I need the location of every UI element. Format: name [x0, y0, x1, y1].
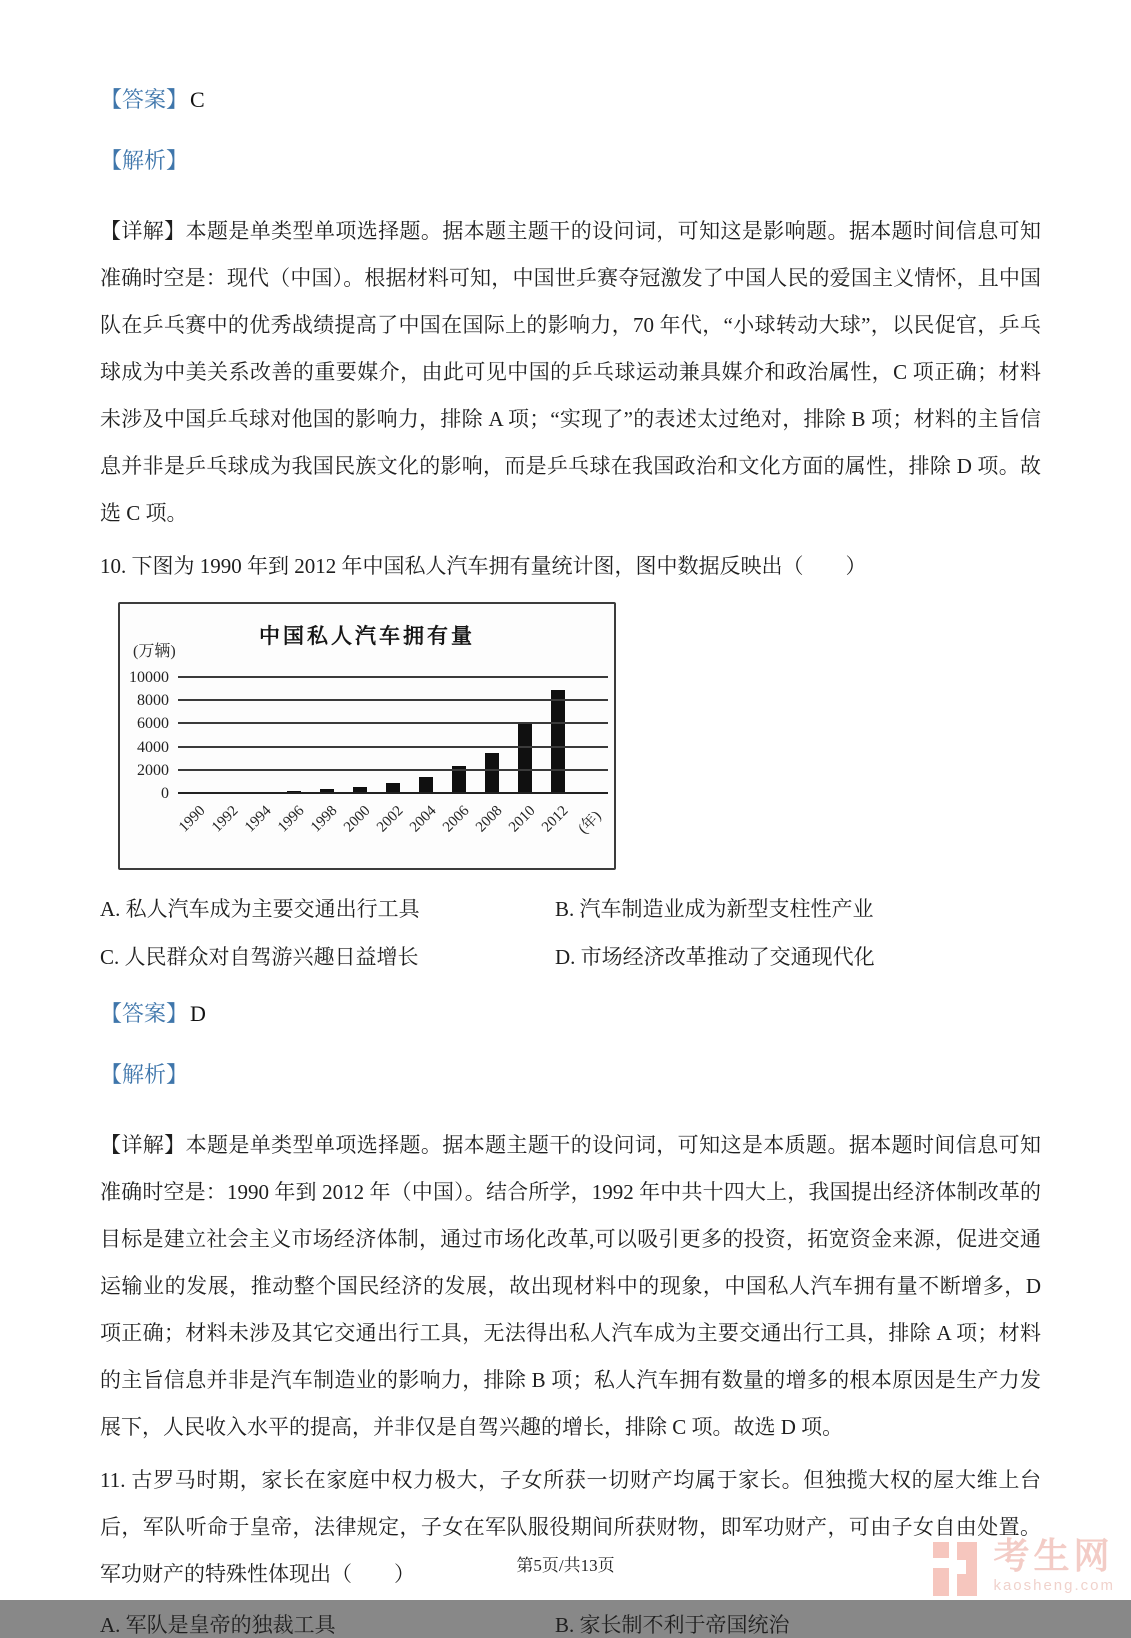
q11-options [100, 1612, 1041, 1638]
bar-slot [178, 678, 211, 794]
bar-slot [542, 678, 575, 794]
y-tick-label: 6000 [137, 715, 169, 733]
q10-analysis-line [100, 1061, 1041, 1089]
q10-explanation-paragraph: 【详解】本题是单类型单项选择题。据本题主题干的设问词，可知这是本质题。据本题时间信息可知准确时空是：1990 年到 2012 年（中国）。结合所学，1992 年中共十四大上，我国提出经济体制改革的目标是建立社会主义市场经济体制，通过市场化改革,可以吸引更多的投资，拓宽资金来源，促进交通运输业的发展，推动整个国民经济的发展，故出现材料中的现象，中国私人汽车拥有量不断增多，D 项正确；材料未涉及其它交通出行工具，无法得出私人汽车成为主要交通出行工具，排除 A 项；材料的主旨信息并非是汽车制造业的影响力，排除 B 项；私人汽车拥有数量的增多的根本原因是生产力发展下，人民收入水平的提高，并非仅是自驾兴趣的增长，排除 C 项。故选 D 项。 [100, 1133, 1041, 1439]
bar-2008 [485, 753, 499, 794]
x-slot [241, 797, 277, 851]
x-tick-label: 2008 [473, 802, 506, 836]
q10-option-d: D. 市场经济改革推动了交通现代化 [555, 945, 875, 969]
x-slot [575, 797, 608, 851]
q11-option-a: A. 军队是皇帝的独裁工具 [100, 1613, 336, 1637]
kaosheng-logo-icon [933, 1538, 983, 1600]
bar-slot [476, 678, 509, 794]
bar-slot [410, 678, 443, 794]
bar-slot [211, 678, 244, 794]
y-tick-label: 2000 [137, 761, 169, 779]
q9-answer-line [100, 86, 1041, 114]
question-10-stem: 10. 下图为 1990 年到 2012 年中国私人汽车拥有量统计图，图中数据反映出（ ） [100, 554, 867, 578]
y-tick-label: 8000 [137, 692, 169, 710]
bar-2012 [551, 690, 565, 794]
x-tick-label: 1990 [175, 802, 209, 836]
bar-slot [443, 678, 476, 794]
analysis-label: 【解析】 [100, 1062, 189, 1087]
bar-slot [575, 678, 608, 794]
y-tick-label: 4000 [137, 738, 169, 756]
answer-label: 【答案】 [100, 87, 189, 112]
x-tick-label: 1992 [208, 802, 242, 836]
chart-plot [129, 669, 608, 838]
x-tick-label: (年) [576, 808, 606, 838]
x-slot [175, 797, 211, 851]
q10-options [100, 896, 1041, 970]
x-slot [307, 797, 343, 851]
chart-x-labels [175, 797, 608, 851]
x-slot [506, 797, 542, 851]
gridline [178, 676, 608, 678]
x-tick-label: 2006 [440, 802, 473, 836]
x-tick-label: 2000 [340, 802, 374, 836]
chart-y-unit-label: (万辆) [133, 643, 176, 660]
bar-slot [310, 678, 343, 794]
bar-slot [509, 678, 542, 794]
analysis-label: 【解析】 [100, 148, 189, 173]
chart-bars [178, 678, 608, 794]
y-tick-label: 10000 [129, 669, 169, 686]
q10-option-a: A. 私人汽车成为主要交通出行工具 [100, 897, 420, 921]
answer-label: 【答案】 [100, 1001, 189, 1026]
x-slot [473, 797, 509, 851]
bar-slot [244, 678, 277, 794]
q10-option-c: C. 人民群众对自驾游兴趣日益增长 [100, 945, 419, 969]
x-slot [407, 797, 443, 851]
gridline [178, 746, 608, 748]
x-tick-label: 2002 [373, 802, 407, 836]
watermark-domain: kaosheng.com [993, 1577, 1115, 1594]
x-tick-label: 2010 [506, 802, 539, 836]
bar-slot [376, 678, 409, 794]
page-number-footer: 第5页/共13页 [516, 1556, 615, 1575]
x-tick-label: 1998 [307, 802, 341, 836]
watermark-text [993, 1538, 1115, 1593]
chart-title: 中国私人汽车拥有量 [259, 624, 475, 648]
bar-2010 [518, 723, 532, 794]
gridline [178, 769, 608, 771]
q10-answer-line [100, 1000, 1041, 1028]
y-tick-label: 0 [161, 785, 169, 802]
x-slot [539, 797, 575, 851]
gridline [178, 722, 608, 724]
x-slot [208, 797, 244, 851]
x-tick-label: 1996 [274, 802, 308, 836]
gridline [178, 699, 608, 701]
question-11-stem: 11. 古罗马时期，家长在家庭中权力极大，子女所获一切财产均属于家长。但独揽大权的屋大维上台后，军队听命于皇帝，法律规定，子女在军队服役期间所获财物，即军功财产，可由子女自由处置。军功财产的特殊性体现出（ ） [100, 1468, 1041, 1586]
q11-option-b: B. 家长制不利于帝国统治 [555, 1613, 790, 1637]
watermark-brand: 考生网 [993, 1536, 1114, 1576]
x-slot [340, 797, 376, 851]
x-tick-label: 1994 [241, 802, 275, 836]
q10-answer-value: D [190, 1001, 206, 1026]
q9-explanation-paragraph: 【详解】本题是单类型单项选择题。据本题主题干的设问词，可知这是影响题。据本题时间信息可知准确时空是：现代（中国）。根据材料可知，中国世乒赛夺冠激发了中国人民的爱国主义情怀，且中国队在乒乓赛中的优秀战绩提高了中国在国际上的影响力，70 年代，“小球转动大球”，以民促官，乒乓球成为中美关系改善的重要媒介，由此可见中国的乒乓球运动兼具媒介和政治属性，C 项正确；材料未涉及中国乒乓球对他国的影响力，排除 A 项；“实现了”的表述太过绝对，排除 B 项；材料的主旨信息并非是乒乓球成为我国民族文化的影响，而是乒乓球在我国政治和文化方面的属性，排除 D 项。故选 C 项。 [100, 219, 1041, 525]
x-slot [440, 797, 476, 851]
x-slot [274, 797, 310, 851]
x-tick-label: 2012 [539, 802, 572, 836]
x-slot [373, 797, 409, 851]
q9-analysis-line [100, 147, 1041, 175]
q10-option-b: B. 汽车制造业成为新型支柱性产业 [555, 897, 874, 921]
bar-slot [277, 678, 310, 794]
gridline [178, 792, 608, 794]
x-tick-label: 2004 [407, 802, 440, 836]
kaosheng-watermark [933, 1538, 1115, 1600]
bar-slot [343, 678, 376, 794]
private-car-ownership-chart [118, 602, 616, 870]
q9-answer-value: C [190, 87, 205, 112]
